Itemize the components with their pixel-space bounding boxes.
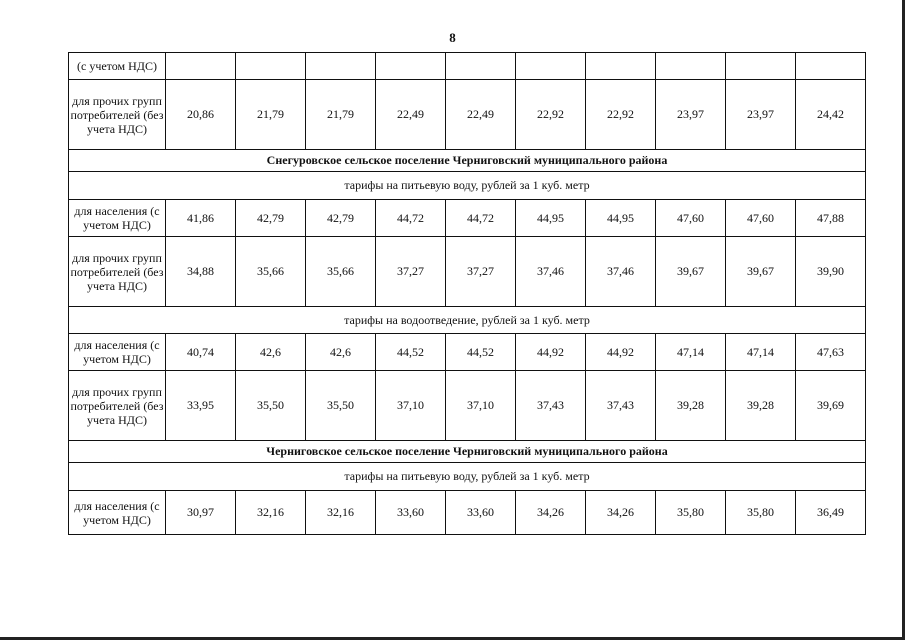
row-label: для населения (с учетом НДС) — [69, 491, 166, 535]
section-header-row — [69, 150, 866, 172]
row-label: для населения (с учетом НДС) — [69, 334, 166, 371]
tariff-value-cell: 37,27 — [376, 237, 446, 307]
tariff-value-cell — [446, 53, 516, 80]
tariff-value-cell: 23,97 — [726, 80, 796, 150]
tariff-value-cell: 44,92 — [586, 334, 656, 371]
row-label: для населения (с учетом НДС) — [69, 200, 166, 237]
tariff-value-cell: 41,86 — [166, 200, 236, 237]
tariff-value-cell: 42,6 — [306, 334, 376, 371]
tariff-value-cell: 30,97 — [166, 491, 236, 535]
tariff-value-cell: 34,26 — [586, 491, 656, 535]
tariff-value-cell: 47,14 — [656, 334, 726, 371]
tariff-value-cell: 47,60 — [656, 200, 726, 237]
tariff-value-cell — [516, 53, 586, 80]
tariff-value-cell: 24,42 — [796, 80, 866, 150]
tariff-value-cell: 44,92 — [516, 334, 586, 371]
tariff-value-cell — [166, 53, 236, 80]
tariff-value-cell: 36,49 — [796, 491, 866, 535]
tariff-value-cell — [586, 53, 656, 80]
tariff-type-title: тарифы на питьевую воду, рублей за 1 куб. метр — [69, 463, 866, 491]
tariff-value-cell: 39,67 — [656, 237, 726, 307]
tariff-table — [68, 52, 866, 535]
table-row — [69, 334, 866, 371]
tariff-value-cell: 37,43 — [586, 371, 656, 441]
tariff-value-cell: 42,79 — [306, 200, 376, 237]
settlement-title: Снегуровское сельское поселение Черниговский муниципального района — [69, 150, 866, 172]
tariff-value-cell: 32,16 — [236, 491, 306, 535]
tariff-value-cell: 37,46 — [516, 237, 586, 307]
tariff-value-cell — [306, 53, 376, 80]
tariff-value-cell: 42,6 — [236, 334, 306, 371]
subsection-header-row — [69, 463, 866, 491]
tariff-value-cell: 39,28 — [726, 371, 796, 441]
tariff-value-cell: 44,72 — [376, 200, 446, 237]
tariff-value-cell: 35,50 — [306, 371, 376, 441]
tariff-value-cell: 23,97 — [656, 80, 726, 150]
tariff-value-cell: 39,67 — [726, 237, 796, 307]
page-number: 8 — [449, 30, 456, 45]
table-row — [69, 200, 866, 237]
tariff-value-cell: 37,43 — [516, 371, 586, 441]
row-label: для прочих групп потребителей (без учета НДС) — [69, 371, 166, 441]
table-row — [69, 53, 866, 80]
table-row — [69, 237, 866, 307]
tariff-value-cell: 21,79 — [306, 80, 376, 150]
tariff-type-title: тарифы на питьевую воду, рублей за 1 куб. метр — [69, 172, 866, 200]
tariff-value-cell: 44,52 — [446, 334, 516, 371]
tariff-value-cell: 22,92 — [586, 80, 656, 150]
subsection-header-row — [69, 307, 866, 334]
tariff-value-cell: 21,79 — [236, 80, 306, 150]
tariff-value-cell: 33,60 — [446, 491, 516, 535]
tariff-value-cell: 44,72 — [446, 200, 516, 237]
tariff-value-cell: 22,92 — [516, 80, 586, 150]
tariff-value-cell: 44,95 — [586, 200, 656, 237]
tariff-value-cell: 35,80 — [726, 491, 796, 535]
tariff-value-cell: 40,74 — [166, 334, 236, 371]
tariff-value-cell: 22,49 — [376, 80, 446, 150]
tariff-value-cell: 37,10 — [446, 371, 516, 441]
tariff-value-cell: 35,50 — [236, 371, 306, 441]
tariff-value-cell — [796, 53, 866, 80]
row-label: (с учетом НДС) — [69, 53, 166, 80]
tariff-value-cell: 34,26 — [516, 491, 586, 535]
settlement-title: Черниговское сельское поселение Черниговский муниципального района — [69, 441, 866, 463]
tariff-value-cell: 35,66 — [236, 237, 306, 307]
tariff-value-cell: 47,60 — [726, 200, 796, 237]
tariff-value-cell: 39,90 — [796, 237, 866, 307]
tariff-value-cell — [376, 53, 446, 80]
tariff-value-cell: 44,52 — [376, 334, 446, 371]
tariff-type-title: тарифы на водоотведение, рублей за 1 куб. метр — [69, 307, 866, 334]
tariff-value-cell: 32,16 — [306, 491, 376, 535]
tariff-value-cell: 37,27 — [446, 237, 516, 307]
tariff-value-cell: 39,28 — [656, 371, 726, 441]
tariff-value-cell: 37,10 — [376, 371, 446, 441]
tariff-value-cell: 35,80 — [656, 491, 726, 535]
tariff-value-cell: 42,79 — [236, 200, 306, 237]
table-row — [69, 491, 866, 535]
tariff-value-cell: 22,49 — [446, 80, 516, 150]
tariff-value-cell: 47,63 — [796, 334, 866, 371]
tariff-value-cell — [726, 53, 796, 80]
tariff-value-cell — [236, 53, 306, 80]
tariff-value-cell: 47,14 — [726, 334, 796, 371]
row-label: для прочих групп потребителей (без учета НДС) — [69, 80, 166, 150]
tariff-value-cell: 44,95 — [516, 200, 586, 237]
tariff-value-cell: 33,60 — [376, 491, 446, 535]
tariff-value-cell: 20,86 — [166, 80, 236, 150]
tariff-value-cell: 47,88 — [796, 200, 866, 237]
tariff-table-body — [69, 53, 866, 535]
tariff-value-cell: 35,66 — [306, 237, 376, 307]
tariff-value-cell: 39,69 — [796, 371, 866, 441]
tariff-value-cell: 34,88 — [166, 237, 236, 307]
tariff-value-cell — [656, 53, 726, 80]
tariff-value-cell: 37,46 — [586, 237, 656, 307]
subsection-header-row — [69, 172, 866, 200]
section-header-row — [69, 441, 866, 463]
tariff-value-cell: 33,95 — [166, 371, 236, 441]
table-row — [69, 371, 866, 441]
table-row — [69, 80, 866, 150]
row-label: для прочих групп потребителей (без учета НДС) — [69, 237, 166, 307]
